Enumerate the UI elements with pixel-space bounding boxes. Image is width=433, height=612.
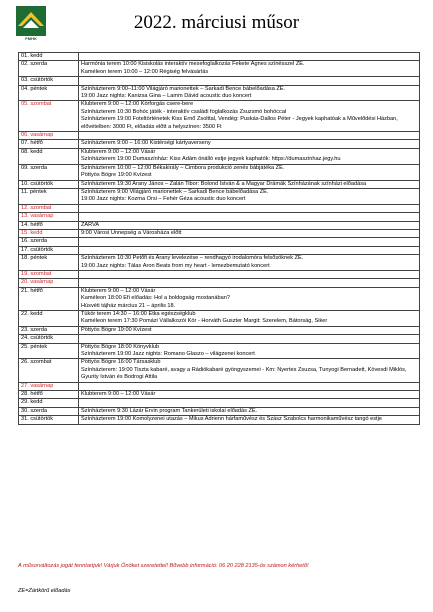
events-cell xyxy=(79,180,420,188)
events-cell xyxy=(79,53,420,61)
events-cell xyxy=(79,399,420,407)
day-cell: 07. hétfő xyxy=(19,140,79,148)
table-row xyxy=(19,140,420,148)
event-line xyxy=(81,279,417,286)
table-row xyxy=(19,180,420,188)
event-line: Klubterem 9:00 – 12:00 Vásár xyxy=(81,391,156,398)
table-row xyxy=(19,246,420,254)
events-cell xyxy=(79,255,420,271)
event-line: Színházterem 19:00 Komolyzenei utazás – Mikus Adrienn hárfaművész és Szász Szabolcs harmonikaművész tangó estje xyxy=(81,416,382,423)
event-line: Színházterem 19:30 Arany János – Zalán Tibor: Bolond István & a Magyar Drámák Színházának színházi előadása xyxy=(81,180,367,187)
event-line: Klubterem 9:00 – 12:00 Vásár xyxy=(81,148,156,155)
table-row xyxy=(19,164,420,180)
event-line: Kaméleon terem 10:00 – 12:00 Régiség felvásárlás xyxy=(81,68,209,75)
day-cell: 14. hétfő xyxy=(19,221,79,229)
day-cell: 29. kedd xyxy=(19,399,79,407)
table-row xyxy=(19,238,420,246)
footer-legend-text: ZE=Zártkörű előadás xyxy=(18,588,71,594)
day-cell: 13. vasárnap xyxy=(19,213,79,221)
day-cell: 03. csütörtök xyxy=(19,77,79,85)
event-line: 19:00 Jazz nights: Kozma Orsi – Fehér Géza acoustic duo koncert xyxy=(81,196,246,203)
events-cell xyxy=(79,287,420,310)
events-cell xyxy=(79,416,420,424)
table-row xyxy=(19,221,420,229)
event-line: Pöttyös Bögre 19:00 Kvízest xyxy=(81,326,152,333)
event-line: Színházterem 10:00 – 12:00 Békakirály – Cimbora produkció zenés bábjátéka ZE. xyxy=(81,164,285,171)
event-line: Harmónia terem 10:00 Kisiskolás interaktív mesefoglalkozás Fekete Ágnes színésszel ZE. xyxy=(81,61,305,68)
table-row xyxy=(19,391,420,399)
event-line: Pöttyös Bögre 19:00 Kvízest xyxy=(81,172,152,179)
event-line: Színházterem 9:30 Lázár Ervin program Tankerületi iskolai előadás ZE. xyxy=(81,407,258,414)
page-title: 2022. márciusi műsor xyxy=(133,12,300,33)
day-cell: 19. szombat xyxy=(19,270,79,278)
table-row xyxy=(19,279,420,287)
logo-text: PMHK xyxy=(25,36,37,41)
events-cell xyxy=(79,382,420,390)
day-cell: 11. péntek xyxy=(19,188,79,204)
event-line xyxy=(81,399,417,406)
day-cell: 06. vasárnap xyxy=(19,132,79,140)
table-row xyxy=(19,311,420,327)
footer-legend xyxy=(18,588,420,594)
day-cell: 04. péntek xyxy=(19,85,79,101)
events-cell xyxy=(79,132,420,140)
event-line: Színházterem 19:00 Dumaszínház: Kiss Ádám önálló estje jegyek kaphatók: https://dumaszinhaz.jegy.hu xyxy=(81,156,341,163)
table-row xyxy=(19,407,420,415)
footer-note-text: A műsorváltozás jogát fenntartjuk! Várjuk Önöket szeretettel! Bővebb információ: 06 20 228 2135-ös számon kérhető! xyxy=(18,563,309,569)
day-cell: 30. szerda xyxy=(19,407,79,415)
events-cell xyxy=(79,221,420,229)
event-line: Színházterem 9:00–11:00 Világjáró marionettek – Sarkadi Bence bábelőadása ZE. xyxy=(81,85,286,92)
day-cell: 02. szerda xyxy=(19,61,79,77)
day-cell: 16. szerda xyxy=(19,238,79,246)
day-cell: 26. szombat xyxy=(19,359,79,382)
event-line: Kaméleon 18:00 Efi előadás: Hol a boldogság mostanában? xyxy=(81,295,230,302)
day-cell: 17. csütörtök xyxy=(19,246,79,254)
table-row xyxy=(19,77,420,85)
events-cell xyxy=(79,204,420,212)
day-cell: 21. hétfő xyxy=(19,287,79,310)
event-line xyxy=(81,77,417,84)
day-cell: 10. csütörtök xyxy=(19,180,79,188)
event-line: Színházterem 9:00 – 16:00 Kistérségi kártyaverseny xyxy=(81,140,211,147)
events-cell xyxy=(79,246,420,254)
event-line: 19:00 Jazz nights: Tálas Áron Beats from my heart - lemezbemutató koncert xyxy=(81,262,270,269)
day-cell: 15. kedd xyxy=(19,229,79,237)
event-line: Színházterem: 19:00 Tiszta kabaré, avagy a Rádiókabaré gyöngyszemei - Km: Nyertes Zsuzsa, Tunyogi Bernadett, Kövesdi Miklós, Gyurity István és Bodrogi Attila xyxy=(81,366,407,381)
table-row xyxy=(19,326,420,334)
day-cell: 09. szerda xyxy=(19,164,79,180)
events-cell xyxy=(79,359,420,382)
page-header xyxy=(0,0,433,50)
event-line: Színházterem 10:30 Petőfi és Arany levelezése – rendhagyó irodalomóra felsősöknek ZE. xyxy=(81,255,304,262)
day-cell: 25. péntek xyxy=(19,343,79,359)
events-cell xyxy=(79,335,420,343)
table-row xyxy=(19,287,420,310)
events-cell xyxy=(79,279,420,287)
event-line: Klubterem 9:00 – 12:00 Vásár xyxy=(81,287,156,294)
day-cell: 08. kedd xyxy=(19,148,79,164)
event-line xyxy=(81,205,417,212)
table-row xyxy=(19,359,420,382)
event-line xyxy=(81,383,417,390)
events-cell xyxy=(79,270,420,278)
event-line: 19:00 Jazz nights: Kanizsa Gina – Lamm Dávid acoustic duo koncert xyxy=(81,93,252,100)
events-cell xyxy=(79,101,420,132)
day-cell: 23. szerda xyxy=(19,326,79,334)
event-line xyxy=(81,238,417,245)
table-row xyxy=(19,61,420,77)
event-line: Színházterem 9:00 Világjáró marionettek – Sarkadi Bence bábelőadása ZE. xyxy=(81,188,269,195)
table-row xyxy=(19,188,420,204)
day-cell: 22. kedd xyxy=(19,311,79,327)
event-line: Tükör terem 14:30 – 16:00 Etka egészségklub xyxy=(81,311,196,317)
event-line xyxy=(81,213,417,220)
events-cell xyxy=(79,213,420,221)
table-row xyxy=(19,229,420,237)
event-line xyxy=(81,247,417,254)
event-line: Pöttyös Bögre 18:00 Könyvklub xyxy=(81,343,160,350)
table-row xyxy=(19,255,420,271)
table-row xyxy=(19,101,420,132)
event-line: Színházterem 19:00 Jazz nights: Romano Glaszo – világzenei koncert xyxy=(81,351,255,358)
table-row xyxy=(19,148,420,164)
events-cell xyxy=(79,311,420,327)
day-cell: 27. vasárnap xyxy=(19,382,79,390)
events-cell xyxy=(79,391,420,399)
table-row xyxy=(19,416,420,424)
event-line: 9:00 Városi Ünnepség a Városháza előtt xyxy=(81,229,182,236)
day-cell: 31. csütörtök xyxy=(19,416,79,424)
day-cell: 01. kedd xyxy=(19,53,79,61)
event-line xyxy=(81,132,417,139)
day-cell: 20. vasárnap xyxy=(19,279,79,287)
event-line: Pöttyös Bögre 16:00 Társasklub xyxy=(81,359,161,366)
day-cell: 18. péntek xyxy=(19,255,79,271)
day-cell: 28. hétfő xyxy=(19,391,79,399)
event-line: Színházterem 10:30 Bohóc játék - interaktív családi foglalkozás Zsuzsmó bohóccal xyxy=(81,108,287,115)
events-cell xyxy=(79,343,420,359)
table-row xyxy=(19,85,420,101)
events-cell xyxy=(79,188,420,204)
events-cell xyxy=(79,61,420,77)
table-row xyxy=(19,132,420,140)
table-row xyxy=(19,399,420,407)
events-cell xyxy=(79,407,420,415)
event-line: Húsvéti tájház március 21 – április 18. xyxy=(81,302,176,309)
table-row xyxy=(19,382,420,390)
day-cell: 24. csütörtök xyxy=(19,335,79,343)
events-cell xyxy=(79,77,420,85)
day-cell: 05. szombat xyxy=(19,101,79,132)
event-line: Kaméleon terem 17:30 Pomázi Vállalkozói Kör - Horváth Guszter Margit: Szerelem, Bátorság, Siker xyxy=(81,318,328,325)
event-line: Színházterem 19:00 Foteltörténetek Kiss Ernő Zsolttal, Vendég: Puskás-Dallos Péter - Jegyek kaphatóak a Művelődési Házban, elővételben: 3000 Ft, előadás előtt a helyszínen: 3500 Ft xyxy=(81,116,398,130)
table-row xyxy=(19,270,420,278)
day-cell: 12. szombat xyxy=(19,204,79,212)
events-cell xyxy=(79,148,420,164)
events-cell xyxy=(79,238,420,246)
table-row xyxy=(19,204,420,212)
event-line xyxy=(81,271,417,278)
events-cell xyxy=(79,326,420,334)
table-row xyxy=(19,213,420,221)
footer-note xyxy=(18,563,420,569)
events-cell xyxy=(79,229,420,237)
table-row xyxy=(19,335,420,343)
table-row xyxy=(19,53,420,61)
events-cell xyxy=(79,85,420,101)
event-line xyxy=(81,53,417,60)
events-cell xyxy=(79,164,420,180)
event-line: Klubterem 9:00 – 12:00 Körforgás csere-bere xyxy=(81,101,194,108)
table-row xyxy=(19,343,420,359)
event-line: ZÁRVA xyxy=(81,221,100,228)
events-cell xyxy=(79,140,420,148)
schedule-table xyxy=(18,52,420,425)
event-line xyxy=(81,335,417,342)
